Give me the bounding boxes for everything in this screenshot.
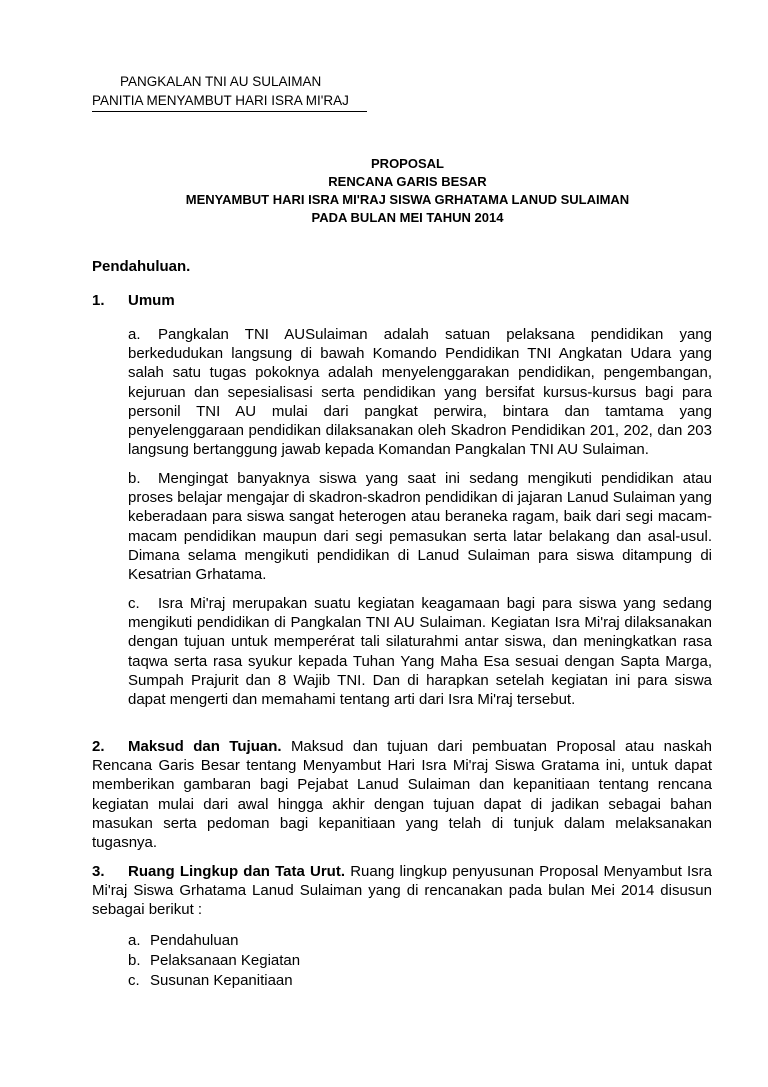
list-item bbox=[128, 951, 300, 971]
section2-paragraph bbox=[92, 737, 712, 852]
para-b-text: Mengingat banyaknya siswa yang saat ini sedang mengikuti pendidikan atau proses belajar mengajar di skadron-skadron pendidikan di jajaran Lanud Sulaiman yang keberadaan para siswa sangat heterogen atau beraneka ragam, baik dari segi macam-macam pendidikan maupun dari segi pemasukan serta latar belakang dan asal-usul. Dimana selama mengikuti pendidikan di Lanud Sulaiman para siswa ditampung di Kesatrian Grhatama. bbox=[128, 470, 712, 584]
title-date: PADA BULAN MEI TAHUN 2014 bbox=[311, 210, 504, 225]
list-item-text: Pendahuluan bbox=[150, 932, 239, 949]
committee-name: PANITIA MENYAMBUT HARI ISRA MI'RAJ bbox=[92, 93, 349, 108]
list-item-label: a. bbox=[128, 932, 141, 949]
list-item-text: Pelaksanaan Kegiatan bbox=[150, 952, 301, 969]
section3-heading: Ruang Lingkup dan Tata Urut. bbox=[128, 863, 346, 880]
section1-paragraph-c bbox=[128, 594, 712, 709]
list-item bbox=[128, 971, 293, 991]
title-event: MENYAMBUT HARI ISRA MI'RAJ SISWA GRHATAMA LANUD SULAIMAN bbox=[185, 192, 630, 207]
section3-number: 3. bbox=[92, 863, 105, 880]
section1-paragraph-a bbox=[128, 325, 712, 459]
section3-paragraph bbox=[92, 862, 712, 920]
section3-text: Ruang lingkup penyusunan Proposal Menyambut Isra Mi'raj Siswa Grhatama Lanud Sulaiman yang di rencanakan pada bulan Mei 2014 disusun sebagai berikut : bbox=[92, 863, 713, 919]
list-item-label: c. bbox=[128, 972, 140, 989]
para-c-label: c. bbox=[128, 595, 140, 612]
org-name: PANGKALAN TNI AU SULAIMAN bbox=[120, 74, 322, 89]
intro-heading: Pendahuluan. bbox=[92, 258, 191, 275]
para-a-label: a. bbox=[128, 326, 141, 343]
header-underline bbox=[92, 111, 367, 112]
title-rencana: RENCANA GARIS BESAR bbox=[328, 174, 487, 189]
para-a-text: Pangkalan TNI AUSulaiman adalah satuan pelaksana pendidikan yang berkedudukan langsung di bawah Komando Pendidikan TNI Angkatan Udara yang salah satu tugas pokoknya adalah menyelenggarakan pendidikan, pengembangan, kejuruan dan sepesialisasi serta pendidikan yang bersifat kursus-kursus bagi para personil TNI AU mulai dari pangkat perwira, bintara dan tamtama yang penyelenggaraan pendidikan dilaksanakan oleh Skadron Pendidikan 201, 202, dan 203 langsung bertanggung jawab kepada Komandan Pangkalan TNI AU Sulaiman. bbox=[128, 326, 712, 459]
section2-number: 2. bbox=[92, 738, 105, 755]
list-item-label: b. bbox=[128, 952, 141, 969]
section2-text: Maksud dan tujuan dari pembuatan Proposal atau naskah Rencana Garis Besar tentang Menyambut Hari Isra Mi'raj Siswa Gratama ini, untuk dapat memberikan gambaran bagi Pejabat Lanud Sulaiman dan kepanitiaan tentang rencana kegiatan mulai dari awal hingga akhir dengan tujuan dapat di jadikan sebagai bahan masukan serta pedoman bagi kepanitiaan yang telah di tunjuk dalam melaksanakan tugasnya. bbox=[92, 738, 712, 852]
title-proposal: PROPOSAL bbox=[371, 156, 444, 171]
list-item bbox=[128, 931, 238, 951]
section1-heading: Umum bbox=[128, 292, 175, 309]
para-b-label: b. bbox=[128, 470, 141, 487]
para-c-text: Isra Mi'raj merupakan suatu kegiatan keagamaan bagi para siswa yang sedang mengikuti pendidikan di Pangkalan TNI AU Sulaiman. Kegiatan Isra Mi'raj dilaksanakan dengan tujuan untuk memperérat tali silaturahmi antar siswa, dan meningkatkan rasa taqwa serta rasa syukur kepada Tuhan Yang Maha Esa sesuai dengan Sapta Marga, Sumpah Prajurit dan 8 Wajib TNI. Dan di harapkan setelah kegiatan ini para siswa dapat mengerti dan memahami tentang arti dari Isra Mi'raj tersebut. bbox=[128, 595, 712, 709]
section1-number: 1. bbox=[92, 292, 105, 309]
list-item-text: Susunan Kepanitiaan bbox=[150, 972, 293, 989]
section2-heading: Maksud dan Tujuan. bbox=[128, 738, 282, 755]
section1-paragraph-b bbox=[128, 469, 712, 584]
